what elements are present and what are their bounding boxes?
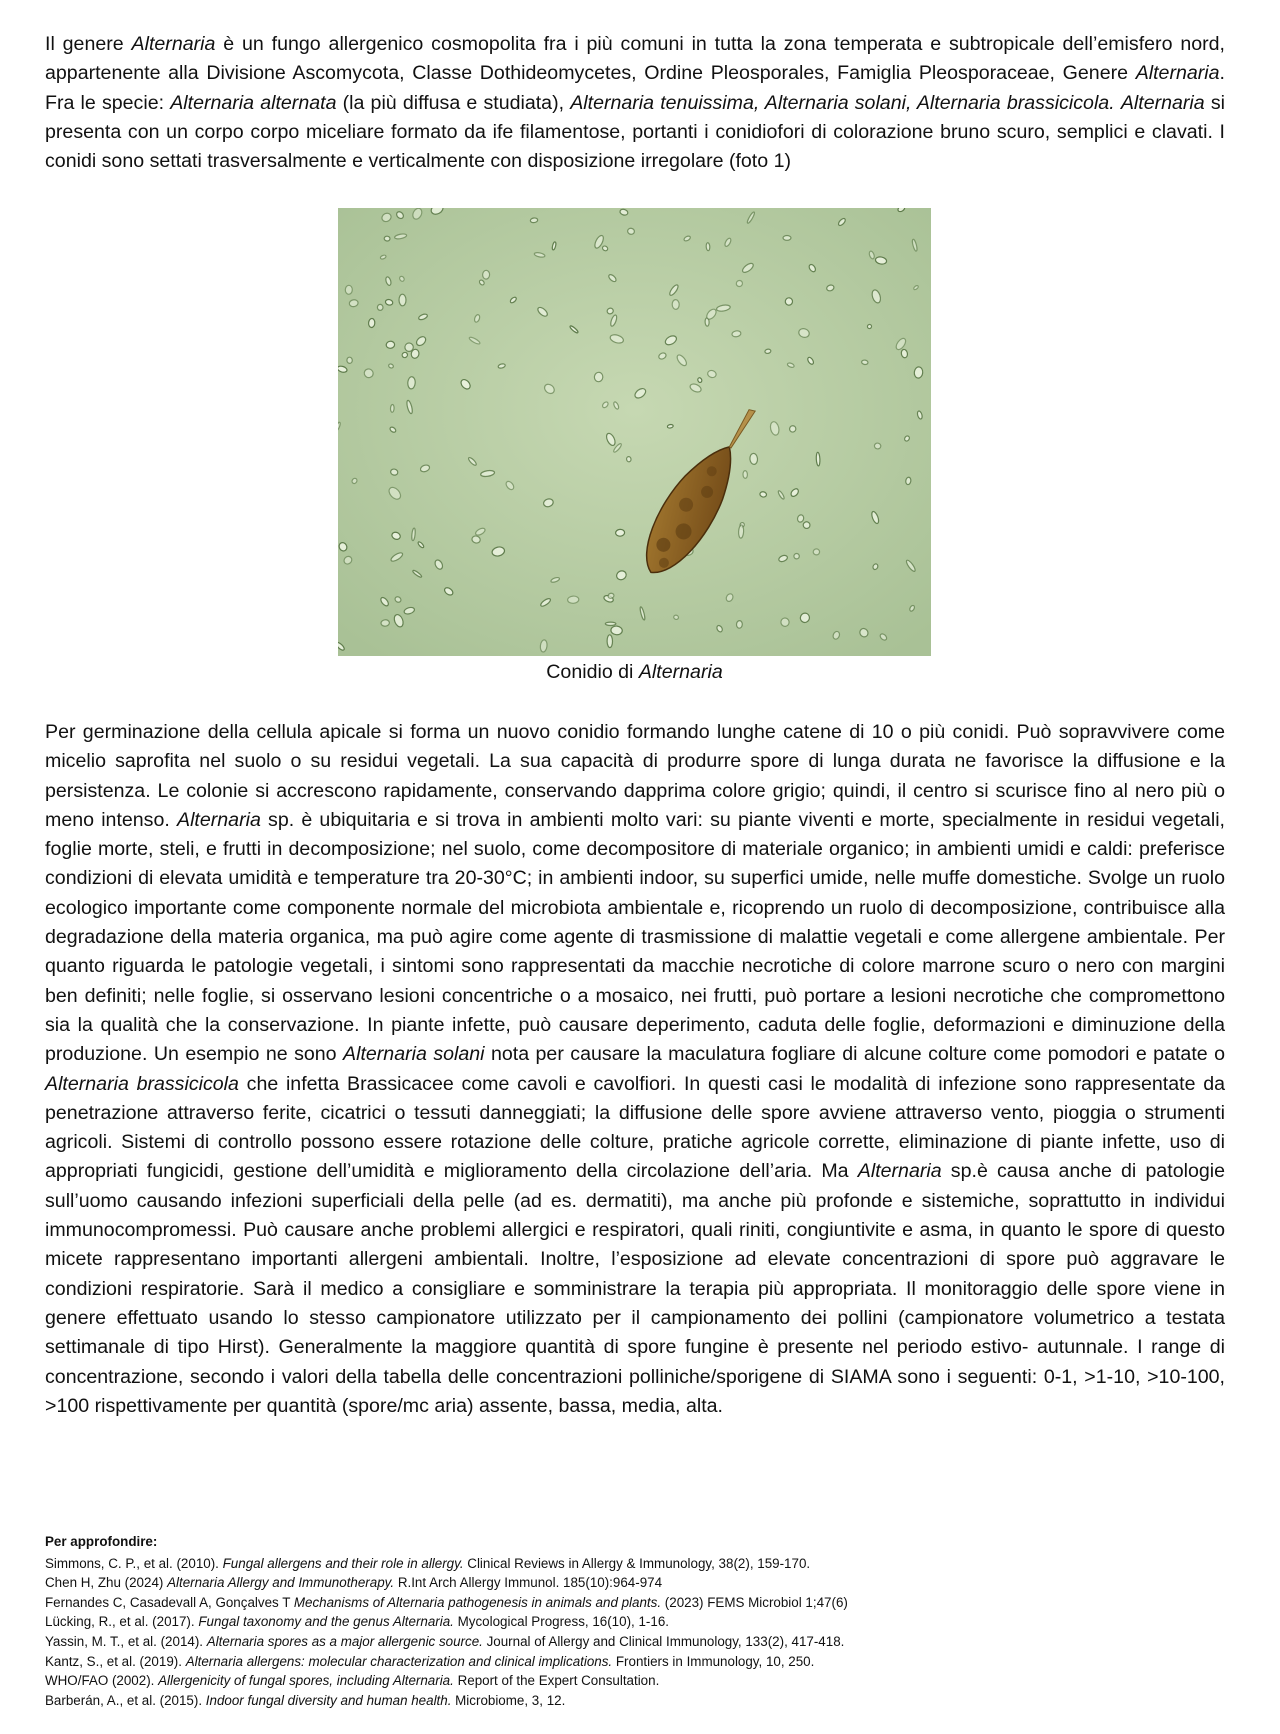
text-run: Per germinazione della cellula apicale si forma un nuovo conidio formando lunghe catene di 10 o più conidi. Può sopravvivere come micelio saprofita nel suolo o su residui vegetali. La sua capacità di produrre spore di lunga durata ne favorisce la diffusione e la persistenza. Le colonie si accrescono rapidamente, conservando dapprima colore grigio; quindi, il centro si scurisce fino al nero più o meno intenso.: [45, 721, 1225, 831]
text-run: . Fra le specie:: [45, 62, 1225, 114]
spore: [765, 349, 772, 354]
reference-post: R.Int Arch Allergy Immunol. 185(10):964-974: [394, 1575, 663, 1591]
spore: [384, 236, 390, 241]
spore: [905, 477, 911, 485]
reference-pre: WHO/FAO (2002).: [45, 1673, 159, 1689]
reference-post: Clinical Reviews in Allergy & Immunology, 38(2), 159-170.: [463, 1555, 811, 1571]
body-paragraph: [45, 718, 1225, 1421]
references-section: [45, 1532, 1225, 1710]
references-heading: Per approfondire:: [45, 1534, 158, 1549]
reference-it: Indoor fungal diversity and human health.: [205, 1692, 452, 1708]
reference-item: [45, 1554, 1225, 1574]
spore: [594, 372, 603, 382]
italic-text-run: Alternaria: [131, 33, 216, 55]
spore: [407, 376, 415, 389]
spore: [567, 596, 579, 604]
spore: [404, 342, 414, 352]
spore: [861, 360, 868, 365]
spore: [610, 626, 622, 636]
spore: [368, 318, 375, 328]
reference-post: Microbiome, 3, 12.: [451, 1692, 566, 1708]
spore: [615, 529, 624, 536]
spore: [381, 619, 390, 626]
reference-item: [45, 1652, 1225, 1672]
reference-it: Alternaria Allergy and Immunotherapy.: [167, 1575, 395, 1591]
reference-it: Fungal allergens and their role in allergy.: [222, 1555, 464, 1571]
caption-prefix: Conidio di: [546, 661, 639, 683]
text-run: (la più diffusa e studiata),: [336, 91, 571, 114]
spore: [738, 525, 744, 538]
figure-caption: [338, 661, 931, 684]
text-run: sp. è ubiquitaria e si trova in ambienti molto vari: su piante viventi e morte, specialmente in residui vegetali, foglie morte, steli, e frutti in decomposizione; nel suolo, come decompositore di materiale organico; in ambienti umidi e caldi: preferisce condizioni di elevata umidità e temperature tra 20-30°C; in ambienti indoor, su superfici umide, nelle muffe domestiche. Svolge un ruolo ecologico importante come componente normale del microbiota ambientale e, ricoprendo un ruolo di decomposizione, contribuisce alla degradazione della materia organica, ma può agire come agente di trasmissione di malattie vegetali e come allergene ambientale. Per quanto riguarda le patologie vegetali, i sintomi sono rappresentati da macchie necrotiche di colore marrone scuro o nero con margini ben definiti; nelle foglie, si osservano lesioni concentriche o a mosaico, nei frutti, può portare a lesioni necrotiche che compromettono sia la qualità che la conservazione. In piante infette, può causare deperimento, caduta delle foglie, deformazioni e diminuzione della produzione. Un esempio ne sono: [45, 808, 1225, 1066]
italic-text-run: Alternaria brassicicola: [45, 1072, 239, 1095]
text-run: Il genere: [45, 33, 132, 55]
spore: [783, 236, 791, 241]
spore: [914, 366, 924, 378]
reference-it: Fungal taxonomy and the genus Alternaria.: [198, 1614, 454, 1630]
reference-pre: Simmons, C. P., et al. (2010).: [45, 1555, 223, 1571]
spore: [399, 294, 406, 306]
reference-item: [45, 1632, 1225, 1652]
italic-text-run: Alternaria: [177, 808, 261, 831]
reference-it: Alternaria spores as a major allergenic source.: [206, 1633, 483, 1649]
spore: [667, 424, 673, 428]
italic-text-run: Alternaria alternata: [170, 91, 337, 114]
reference-post: (2023) FEMS Microbiol 1;47(6): [661, 1594, 848, 1610]
italic-text-run: Alternaria: [1120, 91, 1205, 114]
references-list: [45, 1554, 1225, 1711]
spore: [785, 297, 793, 306]
text-run: sp.è causa anche di patologie sull’uomo causando infezioni superficiali della pelle (ad es. dermatiti), ma anche più profonde e sistemiche, soprattutto in individui immunocompromessi. Può causare anche problemi allergici e respiratori, quali riniti, congiuntivite e asma, in quanto le spore di questo micete rappresentano importanti allergeni ambientali. Inoltre, l’esposizione ad elevate concentrazioni di spore può aggravare le condizioni respiratorie. Sarà il medico a consigliare e somministrare la terapia più appropriata. Il monitoraggio delle spore viene in genere effettuato usando lo stesso campionatore utilizzato per il campionamento dei pollini (campionatore volumetrico a testata settimanale di tipo Hirst). Generalmente la maggiore quantità di spore fungine è presente nel periodo estivo- autunnale. I range di concentrazione, secondo i valori della tabella delle concentrazioni polliniche/sporigene di SIAMA sono i seguenti: 0-1, >1-10, >10-100, >100 rispettivamente per quantità (spore/mc aria) assente, bassa, media, alta.: [45, 1160, 1225, 1417]
reference-pre: Lücking, R., et al. (2017).: [45, 1614, 199, 1630]
reference-post: Frontiers in Immunology, 10, 250.: [612, 1653, 815, 1669]
reference-item: [45, 1593, 1225, 1613]
spore: [627, 228, 635, 235]
microscope-photo: [338, 208, 931, 656]
text-run: nota per causare la maculatura fogliare di alcune colture come pomodori e patate o: [484, 1043, 1225, 1066]
caption-genus: Alternaria: [638, 661, 723, 683]
italic-text-run: Alternaria: [1135, 62, 1220, 85]
spore: [607, 593, 614, 599]
spore: [706, 243, 710, 251]
reference-post: Journal of Allergy and Clinical Immunology, 133(2), 417-418.: [482, 1633, 845, 1649]
reference-pre: Chen H, Zhu (2024): [45, 1575, 168, 1591]
reference-pre: Yassin, M. T., et al. (2014).: [45, 1633, 207, 1649]
text-run: si presenta con un corpo corpo miceliare formato da ife filamentose, portanti i conidiofori di colorazione bruno scuro, semplici e clavati. I conidi sono settati trasversalmente e verticalmente con disposizione irregolare (foto 1): [45, 91, 1225, 173]
spore: [736, 620, 742, 628]
spore: [607, 635, 613, 648]
spore: [813, 549, 820, 555]
reference-pre: Kantz, S., et al. (2019).: [45, 1653, 186, 1669]
reference-item: [45, 1612, 1225, 1632]
spore: [390, 404, 394, 412]
spore: [605, 622, 616, 625]
spore: [672, 299, 679, 309]
spore: [530, 218, 538, 224]
spore: [347, 357, 353, 364]
spore: [743, 471, 748, 479]
italic-text-run: Alternaria: [857, 1160, 942, 1183]
photo-background: [338, 208, 931, 656]
spore: [626, 456, 631, 462]
reference-it: Mechanisms of Alternaria pathogenesis in animals and plants.: [293, 1594, 662, 1610]
text-run: che infetta Brassicacee come cavoli e cavolfiori. In questi casi le modalità di infezione sono rappresentate da penetrazione attraverso ferite, cicatrici o tessuti danneggiati; la diffusione delle spore avviene attraverso vento, pioggia o strumenti agricoli. Sistemi di controllo possono essere rotazione delle colture, pratiche agricole corrette, eliminazione di piante infette, uso di appropriati fungicidi, gestione dell’umidità e miglioramento della circolazione dell’aria. Ma: [45, 1072, 1225, 1183]
reference-it: Allergenicity of fungal spores, including Alternaria.: [158, 1673, 454, 1689]
italic-text-run: Alternaria tenuissima, Alternaria solani, Alternaria brassicicola.: [570, 91, 1115, 114]
spore: [482, 270, 489, 279]
spore: [874, 443, 881, 450]
spore: [377, 304, 383, 310]
reference-pre: Fernandes C, Casadevall A, Gonçalves T: [45, 1594, 294, 1610]
spore: [759, 491, 767, 498]
spore: [749, 453, 758, 465]
reference-post: Report of the Expert Consultation.: [453, 1673, 660, 1689]
spore: [345, 285, 352, 294]
spore: [386, 341, 395, 349]
text-run: è un fungo allergenico cosmopolita fra i più comuni in tutta la zona temperata e subtropicale dell’emisfero nord, appartenente alla Divisione Ascomycota, Classe Dothideomycetes, Ordine Pleosporales, Famiglia Pleosporaceae, Genere: [45, 33, 1225, 85]
spore: [816, 452, 820, 466]
reference-item: [45, 1671, 1225, 1691]
reference-post: Mycological Progress, 16(10), 1-16.: [453, 1614, 669, 1630]
intro-paragraph: [45, 30, 1225, 176]
reference-pre: Barberán, A., et al. (2015).: [45, 1692, 206, 1708]
reference-item: [45, 1691, 1225, 1711]
italic-text-run: Alternaria solani: [343, 1043, 485, 1066]
reference-item: [45, 1573, 1225, 1593]
reference-it: Alternaria allergens: molecular characterization and clinical implications.: [185, 1653, 613, 1669]
